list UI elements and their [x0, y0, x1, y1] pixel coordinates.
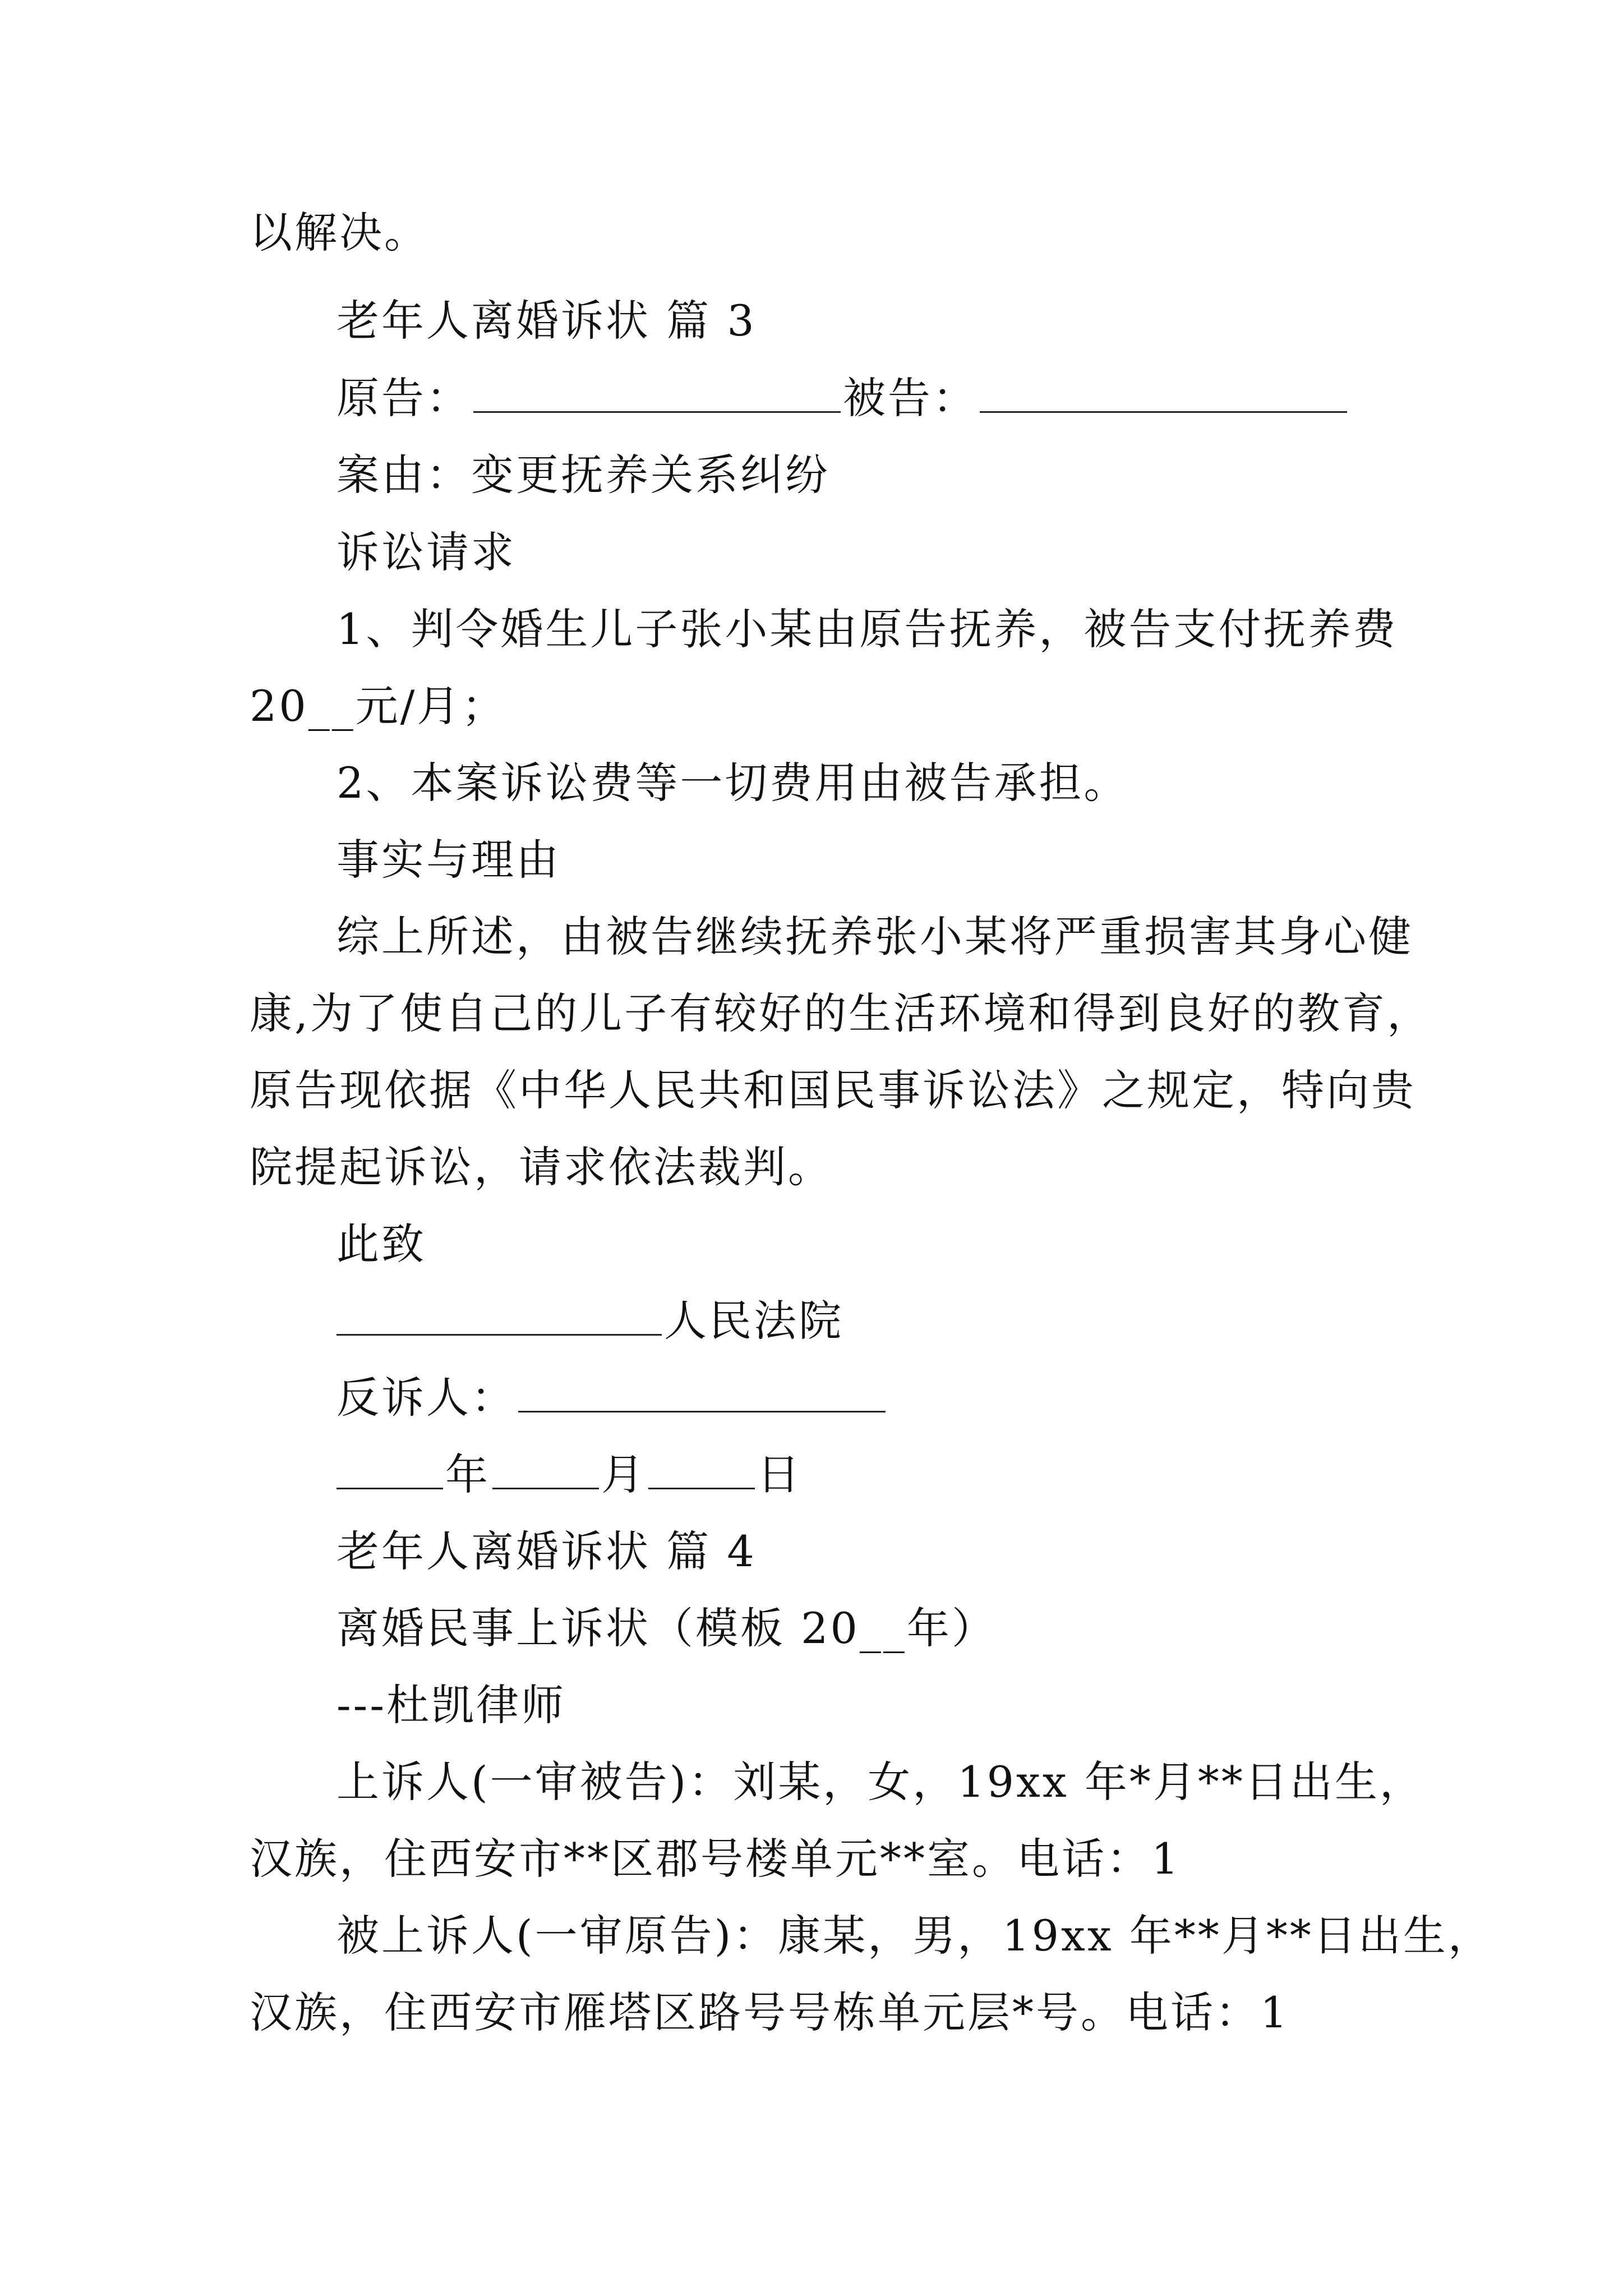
text-line [250, 1985, 1289, 2041]
line-text: 离婚民事上诉状（模板 20__年） [336, 1603, 997, 1653]
heading-text: 老年人离婚诉状 篇 3 [336, 296, 757, 346]
heading-text: 老年人离婚诉状 篇 4 [336, 1526, 757, 1576]
text-line [250, 1062, 1416, 1119]
year-blank [336, 1448, 443, 1489]
party-line [336, 370, 1349, 426]
text-line [336, 755, 1128, 811]
court-line [336, 1293, 843, 1349]
line-text: 2、本案诉讼费等一切费用由被告承担。 [336, 758, 1129, 808]
signature-line [336, 1370, 888, 1426]
text-line [336, 1754, 1424, 1810]
date-line [336, 1447, 802, 1503]
month-blank [492, 1448, 599, 1489]
defendant-blank [980, 372, 1347, 413]
line-text: 汉族，住西安市雁塔区路号号栋单元层*号。电话：1 [250, 1987, 1290, 2037]
text-line [250, 1831, 1181, 1887]
counterclaimant-blank [518, 1372, 886, 1412]
line-text: 综上所述，由被告继续抚养张小某将严重损害其身心健 [336, 912, 1413, 961]
text-line [336, 909, 1413, 965]
year-label: 年 [445, 1450, 490, 1499]
day-label: 日 [757, 1450, 802, 1499]
text-line [250, 1139, 833, 1195]
salutation-text: 此致 [336, 1219, 426, 1269]
counterclaimant-label: 反诉人： [336, 1373, 516, 1423]
heading-text: 事实与理由 [336, 835, 561, 885]
defendant-label: 被告： [843, 373, 978, 423]
text-line [250, 986, 1432, 1042]
line-text: 1、判令婚生儿子张小某由原告抚养，被告支付抚养费 [336, 604, 1398, 654]
plaintiff-label: 原告： [336, 373, 471, 423]
text-line [336, 1216, 426, 1272]
section-heading [336, 1524, 757, 1580]
line-text: 康,为了使自己的儿子有较好的生活环境和得到良好的教育， [250, 988, 1432, 1038]
line-text: 汉族，住西安市**区郡号楼单元**室。电话：1 [250, 1834, 1181, 1884]
line-text: 20__元/月； [250, 681, 507, 731]
author-text: ---杜凯律师 [336, 1680, 566, 1730]
line-text: 院提起诉讼，请求依法裁判。 [250, 1142, 833, 1192]
case-cause-text: 案由：变更抚养关系纠纷 [336, 450, 830, 500]
section-heading [336, 293, 757, 349]
text-line [336, 1600, 997, 1657]
line-text: 上诉人(一审被告)：刘某，女，19xx 年*月**日出生， [336, 1757, 1424, 1807]
court-label: 人民法院 [664, 1296, 843, 1346]
text-line [336, 1677, 566, 1733]
section-heading [336, 524, 516, 581]
line-text: 以解决。 [250, 208, 429, 257]
text-line [336, 1908, 1493, 1964]
text-line [250, 205, 429, 261]
plaintiff-blank [473, 372, 841, 413]
day-blank [648, 1448, 755, 1489]
line-text: 原告现依据《中华人民共和国民事诉讼法》之规定，特向贵 [250, 1065, 1416, 1115]
court-name-blank [336, 1295, 662, 1336]
heading-text: 诉讼请求 [336, 527, 516, 577]
text-line [336, 601, 1398, 657]
text-line [336, 447, 830, 503]
line-text: 被上诉人(一审原告)：康某，男，19xx 年**月**日出生， [336, 1911, 1493, 1961]
section-heading [336, 832, 561, 888]
text-line [250, 678, 506, 734]
month-label: 月 [601, 1450, 646, 1499]
